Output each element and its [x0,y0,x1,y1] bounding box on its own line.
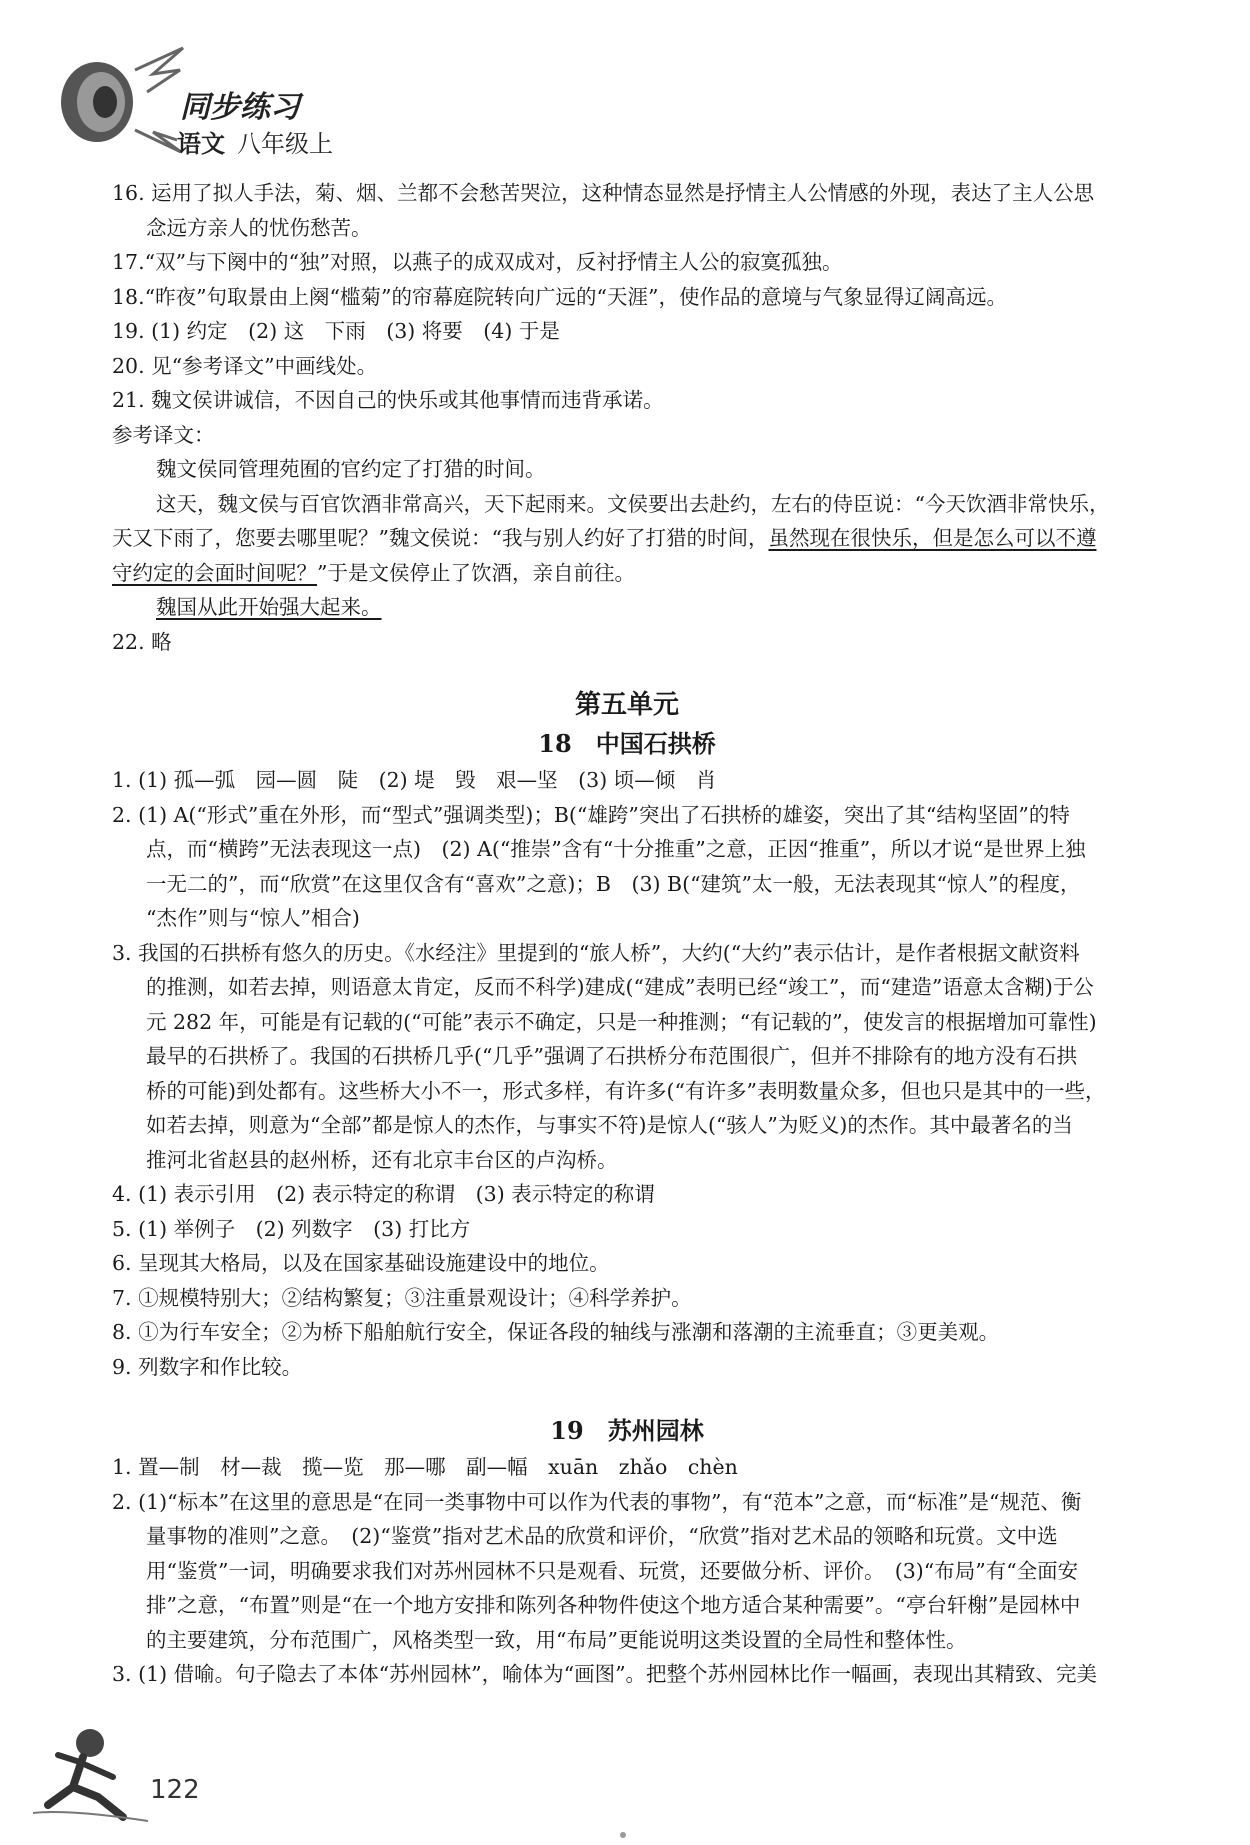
lesson18-line: 8. ①为行车安全；②为桥下船舶航行安全，保证各段的轴线与涨潮和落潮的主流垂直；③更美观。 [112,1320,1000,1344]
grade-label: 八年级上 [237,130,333,158]
lesson19-line: 用“鉴赏”一词，明确要求我们对苏州园林不只是观看、玩赏，还要做分析、评价。 (3)“布局”有“全面安 [146,1558,1079,1583]
lesson18-line: 的推测，如若去掉，则语意太肯定，反而不科学)建成(“建成”表明已经“竣工”，而“建造”语意太含糊)于公 [146,975,1094,999]
subject-grade [177,124,333,159]
lesson18-line: 桥的可能)到处都有。这些桥大小不一，形式多样，有许多(“有许多”表明数量众多，但也只是其中的一些， [146,1078,1106,1103]
lesson19-line: 1. 置—制 材—裁 揽—览 那—哪 副—幅 xuān zhǎo chèn [112,1455,738,1479]
page-header [55,40,455,170]
answer-q18: 18.“昨夜”句取景由上阕“槛菊”的帘幕庭院转向广远的“天涯”，使作品的意境与气象显得辽阔高远。 [112,284,1007,309]
lesson-18-title: 18 中国石拱桥 [538,729,716,758]
reference-paragraph-3 [112,590,1142,625]
reference-text: 天又下雨了，您要去哪里呢？”魏文侯说：“我与别人约好了打猎的时间， [112,526,769,550]
page-footer [28,1725,228,1835]
answer-q16: 16. 运用了拟人手法，菊、烟、兰都不会愁苦哭泣，这种情态显然是抒情主人公情感的外现，表达了主人公思 [112,181,1095,205]
lesson19-line: 3. (1) 借喻。句子隐去了本体“苏州园林”，喻体为“画图”。把整个苏州园林比作一幅画，表现出其精致、完美 [112,1662,1098,1686]
lesson18-line: 4. (1) 表示引用 (2) 表示特定的称谓 (3) 表示特定的称谓 [112,1182,655,1206]
lesson18-line: 9. 列数字和作比较。 [112,1354,303,1379]
lesson19-line: 2. (1)“标本”在这里的意思是“在同一类事物中可以作为代表的事物”，有“范本”之意，而“标准”是“规范、衡 [112,1489,1082,1514]
unit-title: 第五单元 [574,690,679,720]
lesson18-line: 点，而“横跨”无法表现这一点) (2) A(“推崇”含有“十分推重”之意，正因“推重”，所以才说“是世界上独 [146,837,1086,861]
reference-paragraph-2a: 这天，魏文侯与百官饮酒非常高兴，天下起雨来。文侯要出去赴约，左右的侍臣说：“今天饮酒非常快乐， [156,491,1110,516]
lesson18-line: 最早的石拱桥了。我国的石拱桥几乎(“几乎”强调了石拱桥分布范围很广，但并不排除有的地方没有石拱 [146,1044,1077,1068]
speaker-logo-icon [55,40,185,160]
lesson18-line: 5. (1) 举例子 (2) 列数字 (3) 打比方 [112,1216,471,1241]
lesson18-line: 3. 我国的石拱桥有悠久的历史。《水经注》里提到的“旅人桥”，大约(“大约”表示估计，是作者根据文献资料 [112,940,1080,965]
page-number: 122 [150,1775,200,1805]
reference-translation-label: 参考译文： [112,422,215,447]
series-title: 同步练习 [180,90,300,125]
lesson19-line: 量事物的准则”之意。 (2)“鉴赏”指对艺术品的欣赏和评价，“欣赏”指对艺术品的领略和玩赏。文中选 [146,1524,1058,1548]
answer-q20: 20. 见“参考译文”中画线处。 [112,353,378,378]
lesson19-line: 排”之意，“布置”则是“在一个地方安排和陈列各种物件使这个地方适合某种需要”。“亭台轩榭”是园林中 [146,1593,1081,1617]
lesson18-line: 推河北省赵县的赵州桥，还有北京丰台区的卢沟桥。 [146,1147,618,1172]
answer-q19: 19. (1) 约定 (2) 这 下雨 (3) 将要 (4) 于是 [112,319,560,343]
lesson-19-title: 19 苏州园林 [550,1416,704,1445]
lesson18-line: 元 282 年，可能是有记载的(“可能”表示不确定，只是一种推测；“有记载的”，使发言的根据增加可靠性) [146,1009,1097,1034]
reference-text: ”于是文侯停止了饮酒，亲自前往。 [317,560,635,585]
answer-q17: 17.“双”与下阕中的“独”对照，以燕子的成双成对，反衬抒情主人公的寂寞孤独。 [112,250,843,274]
answer-q21: 21. 魏文侯讲诚信，不因自己的快乐或其他事情而违背承诺。 [112,388,664,412]
answer-q22: 22. 略 [112,629,172,654]
reference-paragraph-2c [112,556,1142,591]
lesson19-line: 的主要建筑，分布范围广，风格类型一致，用“布局”更能说明这类设置的全局性和整体性。 [146,1627,967,1652]
answer-content [112,176,1142,1692]
lesson18-line: 6. 呈现其大格局，以及在国家基础设施建设中的地位。 [112,1251,610,1275]
lesson18-line: 7. ①规模特别大；②结构繁复；③注重景观设计；④科学养护。 [112,1285,692,1310]
binding-hole-dot [620,1832,626,1838]
lesson18-line: 1. (1) 孤—弧 园—圆 陡 (2) 堤 毁 艰—坚 (3) 顷—倾 肖 [112,768,717,792]
answer-q16-cont: 念远方亲人的忧伤愁苦。 [146,215,372,240]
reference-paragraph-2b [112,521,1142,556]
lesson18-line: “杰作”则与“惊人”相合) [146,906,360,930]
underlined-text: 虽然现在很快乐，但是怎么可以不遵 [768,526,1097,550]
running-figure-icon [28,1725,158,1825]
underlined-text: 魏国从此开始强大起来。 [156,595,382,619]
underlined-text: 守约定的会面时间呢？ [112,560,317,585]
lesson18-line: 一无二的”，而“欣赏”在这里仅含有“喜欢”之意)；B (3) B(“建筑”太一般，无法表现其“惊人”的程度， [146,871,1081,896]
lesson18-line: 如若去掉，则意为“全部”都是惊人的杰作，与事实不符)是惊人(“骇人”为贬义)的杰作。其中最著名的当 [146,1113,1073,1137]
subject-label: 语文 [177,129,225,158]
lesson18-line: 2. (1) A(“形式”重在外形，而“型式”强调类型)；B(“雄跨”突出了石拱桥的雄姿，突出了其“结构坚固”的特 [112,802,1070,827]
reference-paragraph-1: 魏文侯同管理苑囿的官约定了打猎的时间。 [156,457,546,481]
